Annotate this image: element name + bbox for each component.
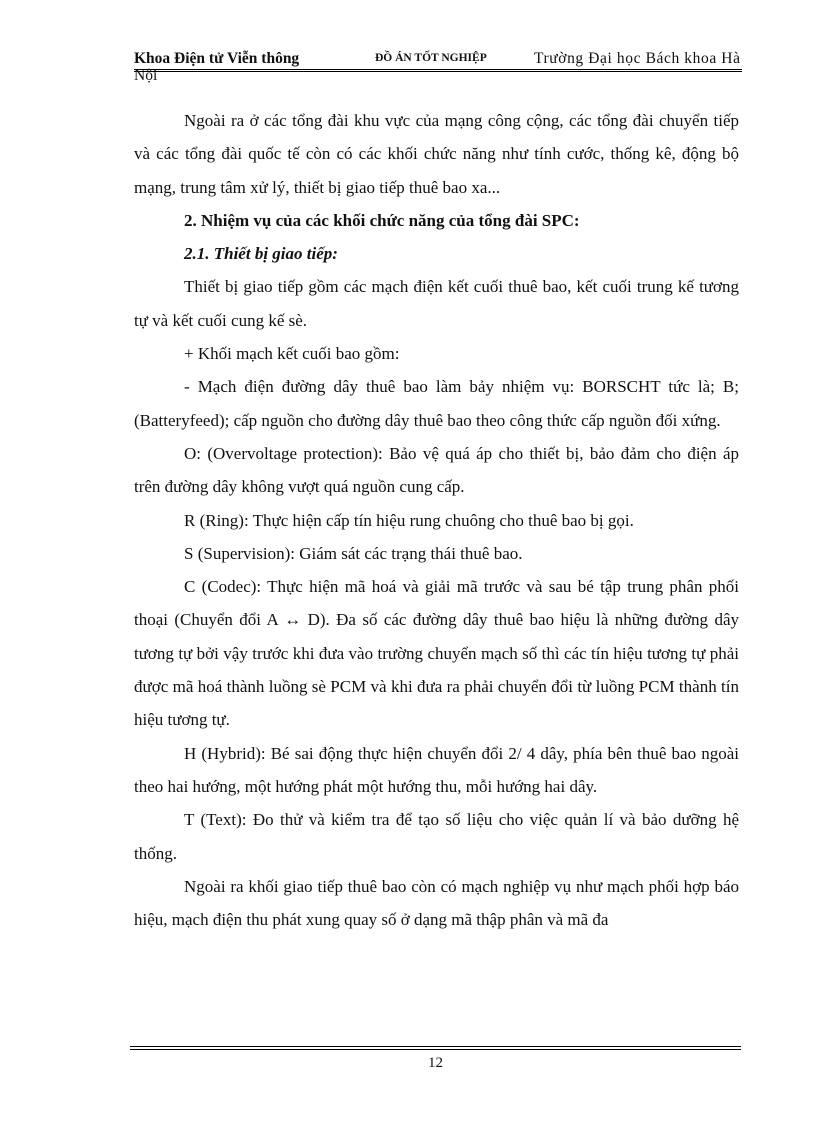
- subsection-heading: 2.1. Thiết bị giao tiếp:: [184, 244, 338, 264]
- page-body: [134, 104, 739, 936]
- paragraph: C (Codec): Thực hiện mã hoá và giải mã trước và sau bé tập trung phân phối thoại (Chuyển đổi A ↔ D). Đa số các đường dây thuê bao hiệu là những đường dây tương tự bởi vậy trước khi đưa vào trường chuyển mạch số thì các tín hiệu tương tự phải được mã hoá thành luồng sè PCM và khi đưa ra phải chuyển đổi từ luồng PCM thành tín hiệu tương tự.: [134, 577, 739, 730]
- header-university-wrap: Nội: [134, 67, 158, 84]
- paragraph: S (Supervision): Giám sát các trạng thái thuê bao.: [184, 543, 523, 563]
- paragraph: O: (Overvoltage protection): Bảo vệ quá áp cho thiết bị, bảo đảm cho điện áp trên đường dây không vượt quá nguồn cung cấp.: [134, 443, 739, 497]
- paragraph: Ngoài ra ở các tổng đài khu vực của mạng công cộng, các tổng đài chuyển tiếp và các tổng đài quốc tế còn có các khối chức năng như tính cước, thống kê, động bộ mạng, trung tâm xử lý, thiết bị giao tiếp thuê bao xa...: [134, 111, 739, 197]
- paragraph: Thiết bị giao tiếp gồm các mạch điện kết cuối thuê bao, kết cuối trung kế tương tự và kết cuối cung kế sè.: [134, 277, 739, 330]
- paragraph: R (Ring): Thực hiện cấp tín hiệu rung chuông cho thuê bao bị gọi.: [184, 510, 634, 530]
- paragraph: Ngoài ra khối giao tiếp thuê bao còn có mạch nghiệp vụ như mạch phối hợp báo hiệu, mạch điện thu phát xung quay số ở dạng mã thập phân và mã đa: [134, 876, 739, 930]
- paragraph: H (Hybrid): Bé sai động thực hiện chuyển đổi 2/ 4 dây, phía bên thuê bao ngoài theo hai hướng, một hướng phát một hướng thu, mỗi hướng hai dây.: [134, 743, 739, 796]
- section-heading: 2. Nhiệm vụ của các khối chức năng của tổng đài SPC:: [184, 210, 580, 230]
- paragraph: + Khối mạch kết cuối bao gồm:: [184, 344, 400, 364]
- header-title: ĐỒ ÁN TỐT NGHIỆP: [375, 52, 487, 64]
- paragraph: - Mạch điện đường dây thuê bao làm bảy nhiệm vụ: BORSCHT tức là; B; (Batteryfeed); cấp nguồn cho đường dây thuê bao theo công thức cấp nguồn đối xứng.: [134, 377, 739, 430]
- footer-rule: [130, 1046, 741, 1047]
- page-footer: [130, 1046, 741, 1086]
- header-rule: [134, 69, 742, 70]
- header-university: Trường Đại học Bách khoa Hà: [534, 50, 741, 67]
- page-header: [134, 48, 742, 88]
- header-faculty: Khoa Điện tử Viễn thông: [134, 50, 300, 67]
- paragraph: T (Text): Đo thử và kiểm tra để tạo số liệu cho việc quản lí và bảo dưỡng hệ thống.: [134, 810, 739, 863]
- header-rule-double: [134, 71, 742, 72]
- footer-rule-double: [130, 1049, 741, 1050]
- page-number: 12: [428, 1055, 443, 1071]
